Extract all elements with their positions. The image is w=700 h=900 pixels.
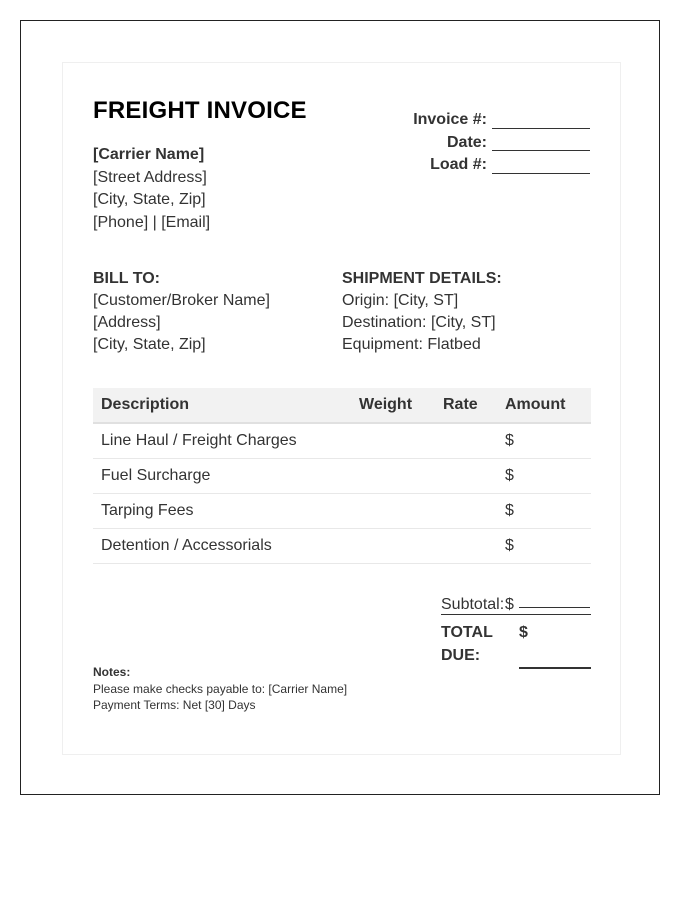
row-weight[interactable] [351, 529, 435, 564]
notes-heading: Notes: [93, 665, 131, 679]
bill-to-address: [Address] [93, 314, 161, 331]
row-weight[interactable] [351, 423, 435, 459]
totals-block [441, 588, 591, 669]
bill-to-name: [Customer/Broker Name] [93, 292, 270, 309]
total-due-value [519, 621, 591, 669]
table-row [93, 494, 591, 529]
carrier-name: [Carrier Name] [93, 146, 205, 163]
row-rate[interactable] [435, 459, 497, 494]
header-weight: Weight [351, 388, 435, 423]
row-weight[interactable] [351, 494, 435, 529]
invoice-meta [413, 109, 590, 177]
carrier-city: [City, State, Zip] [93, 191, 206, 208]
total-due-field[interactable] [519, 644, 591, 669]
carrier-block [93, 144, 210, 234]
total-due-label [441, 621, 519, 669]
subtotal-row [441, 588, 591, 615]
table-header-row [93, 388, 591, 423]
notes-line-terms: Payment Terms: Net [30] Days [93, 698, 256, 712]
charges-table [93, 388, 591, 564]
row-description: Fuel Surcharge [93, 459, 351, 494]
header-rate: Rate [435, 388, 497, 423]
table-row [93, 423, 591, 459]
total-label-line1: TOTAL [441, 624, 493, 641]
row-description: Line Haul / Freight Charges [93, 423, 351, 459]
bill-to-city: [City, State, Zip] [93, 336, 206, 353]
row-rate[interactable] [435, 529, 497, 564]
notes-block [93, 664, 347, 714]
invoice-sheet [62, 62, 621, 755]
date-label: Date: [446, 133, 487, 151]
invoice-number-row [413, 109, 590, 132]
total-label-line2: DUE: [441, 647, 481, 664]
total-due-row [441, 621, 591, 669]
row-rate[interactable] [435, 423, 497, 459]
date-row [413, 132, 590, 155]
row-rate[interactable] [435, 494, 497, 529]
table-row [93, 529, 591, 564]
load-number-row [413, 154, 590, 177]
table-row [93, 459, 591, 494]
row-description: Tarping Fees [93, 494, 351, 529]
notes-line-payable: Please make checks payable to: [Carrier Name] [93, 681, 348, 696]
row-description: Detention / Accessorials [93, 529, 351, 564]
shipment-heading: SHIPMENT DETAILS: [342, 270, 502, 287]
header-amount: Amount [497, 388, 591, 423]
header-description: Description [93, 388, 351, 423]
total-currency: $ [519, 624, 528, 641]
invoice-title: FREIGHT INVOICE [93, 97, 307, 124]
row-weight[interactable] [351, 459, 435, 494]
subtotal-label: Subtotal: [441, 596, 505, 613]
subtotal-field[interactable] [519, 593, 590, 608]
row-amount[interactable]: $ [497, 459, 591, 494]
shipment-destination: Destination: [City, ST] [342, 314, 496, 331]
shipment-equipment: Equipment: Flatbed [342, 336, 481, 353]
load-number-label: Load #: [430, 156, 487, 173]
page-frame [20, 20, 660, 795]
subtotal-currency: $ [505, 596, 514, 613]
row-amount[interactable]: $ [497, 529, 591, 564]
bill-to-block [93, 268, 270, 356]
row-amount[interactable]: $ [497, 494, 591, 529]
row-amount[interactable]: $ [497, 423, 591, 459]
carrier-contact: [Phone] | [Email] [93, 213, 211, 231]
bill-to-heading: BILL TO: [93, 270, 160, 287]
shipment-origin: Origin: [City, ST] [342, 292, 459, 309]
invoice-number-field[interactable] [492, 112, 590, 129]
invoice-number-label: Invoice #: [413, 111, 487, 128]
shipment-details-block [342, 268, 502, 356]
date-field[interactable] [492, 134, 590, 151]
load-number-field[interactable] [492, 157, 590, 174]
carrier-street: [Street Address] [93, 168, 207, 186]
